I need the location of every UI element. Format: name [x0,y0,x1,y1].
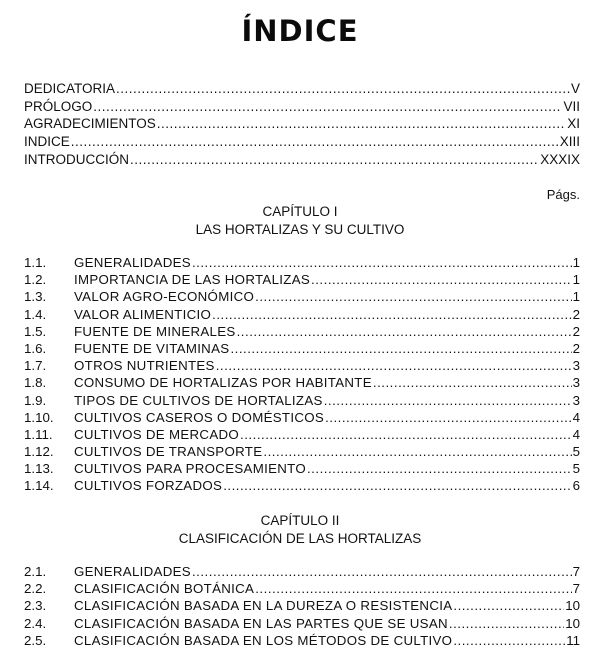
dot-leader [255,580,571,597]
toc-page: 2 [572,306,580,322]
toc-page: 3 [572,358,580,374]
section-number: 1.4. [24,306,47,322]
toc-page: 5 [572,444,580,460]
toc-row [24,306,580,323]
toc-page: 4 [572,426,580,442]
dot-leader [157,115,566,133]
chapter-entries [24,563,580,649]
dot-leader [93,98,562,116]
toc-row [24,580,580,597]
section-number: 1.9. [24,392,47,408]
section-number: 1.1. [24,255,47,270]
chapter-heading [0,203,600,239]
toc-row [24,151,580,169]
toc-row [24,597,580,614]
dot-leader [130,151,539,169]
toc-page: VII [563,98,580,114]
toc-label: CULTIVOS FORZADOS [74,478,223,494]
toc-label: VALOR ALIMENTICIO [74,306,212,322]
dot-leader [453,597,564,614]
toc-label: IMPORTANCIA DE LAS HORTALIZAS [74,272,311,288]
toc-row [24,133,580,151]
toc-label: INDICE [24,134,70,150]
toc-page: 1 [572,272,580,288]
section-number: 1.7. [24,358,47,374]
dot-leader [255,288,571,305]
dot-leader [307,460,572,477]
section-number: 2.4. [24,615,47,631]
toc-row [24,271,580,288]
toc-row [24,340,580,357]
dot-leader [223,477,571,494]
toc-row [24,357,580,374]
toc-page: 3 [572,392,580,408]
dot-leader [192,254,572,271]
toc-page: 1 [572,289,580,305]
front-matter-list [24,80,580,168]
section-number: 1.14. [24,478,54,494]
dot-leader [449,615,564,632]
toc-label: CULTIVOS DE TRANSPORTE [74,444,263,460]
dot-leader [453,632,565,649]
toc-label: TIPOS DE CULTIVOS DE HORTALIZAS [74,392,323,408]
toc-page: 2 [572,340,580,356]
toc-row [24,477,580,494]
toc-page: 7 [572,564,580,579]
toc-row [24,392,580,409]
section-number: 1.12. [24,444,54,460]
toc-page: 10 [565,615,580,631]
toc-label: INTRODUCCIÓN [24,151,129,167]
section-number: 1.3. [24,289,47,305]
dot-leader [116,80,570,98]
dot-leader [263,443,571,460]
toc-label: CLASIFICACIÓN BASADA EN LOS MÉTODOS DE CULTIVO [74,632,453,648]
toc-label: DEDICATORIA [24,81,116,96]
pages-column-label: Págs. [546,187,580,202]
dot-leader [240,426,572,443]
chapter-title: CAPÍTULO II [260,513,340,528]
toc-row [24,98,580,116]
toc-label: FUENTE DE VITAMINAS [74,340,230,356]
chapter-heading [0,512,600,548]
toc-row [24,443,580,460]
toc-label: FUENTE DE MINERALES [74,323,236,339]
toc-label: CULTIVOS CASEROS O DOMÉSTICOS [74,409,325,425]
toc-row [24,426,580,443]
section-number: 1.13. [24,461,54,477]
dot-leader [237,323,572,340]
chapter-subtitle: CLASIFICACIÓN DE LAS HORTALIZAS [178,531,422,546]
dot-leader [212,306,571,323]
toc-page: XIII [559,134,580,150]
dot-leader [373,374,572,391]
toc-row [24,323,580,340]
toc-row [24,632,580,649]
toc-page: V [570,81,580,96]
dot-leader [311,271,572,288]
dot-leader [325,409,572,426]
section-number: 1.6. [24,340,47,356]
dot-leader [192,563,572,580]
toc-label: CLASIFICACIÓN BASADA EN LA DUREZA O RESISTENCIA [74,598,453,614]
toc-row [24,615,580,632]
dot-leader [324,392,572,409]
toc-page: 1 [572,255,580,270]
section-number: 2.5. [24,632,47,648]
section-number: 1.10. [24,409,54,425]
dot-leader [71,133,559,151]
toc-label: GENERALIDADES [74,255,191,270]
section-number: 1.5. [24,323,47,339]
toc-label: OTROS NUTRIENTES [74,358,215,374]
section-number: 1.11. [24,426,53,442]
dot-leader [216,357,572,374]
toc-label: PRÓLOGO [24,98,93,114]
toc-page: XXXIX [540,151,580,167]
toc-label: CULTIVOS PARA PROCESAMIENTO [74,461,306,477]
toc-page: 11 [566,632,580,648]
toc-row [24,80,580,98]
toc-row [24,288,580,305]
toc-row [24,115,580,133]
section-number: 2.2. [24,581,47,597]
toc-row [24,374,580,391]
toc-label: CONSUMO DE HORTALIZAS POR HABITANTE [74,375,372,391]
chapter-subtitle: LAS HORTALIZAS Y SU CULTIVO [195,222,405,237]
page-title: ÍNDICE [241,14,359,48]
toc-page: 3 [572,375,580,391]
toc-row [24,460,580,477]
toc-row [24,563,580,580]
toc-page: XI [567,116,580,132]
toc-label: CLASIFICACIÓN BOTÁNICA [74,581,255,597]
toc-page: 4 [572,409,580,425]
toc-page: 10 [565,598,580,614]
section-number: 2.1. [24,564,47,579]
toc-row [24,409,580,426]
toc-row [24,254,580,271]
toc-page: 5 [572,461,580,477]
toc-page: 2 [572,323,580,339]
toc-label: AGRADECIMIENTOS [24,116,156,132]
toc-page: 7 [572,581,580,597]
chapter-title: CAPÍTULO I [262,204,338,219]
section-number: 1.2. [24,272,47,288]
toc-page: 6 [572,478,580,494]
toc-label: CULTIVOS DE MERCADO [74,426,240,442]
toc-label: GENERALIDADES [74,564,191,579]
toc-label: CLASIFICACIÓN BASADA EN LAS PARTES QUE SE USAN [74,615,448,631]
chapter-entries [24,254,580,495]
section-number: 1.8. [24,375,47,391]
dot-leader [230,340,571,357]
section-number: 2.3. [24,598,47,614]
toc-label: VALOR AGRO-ECONÓMICO [74,289,255,305]
